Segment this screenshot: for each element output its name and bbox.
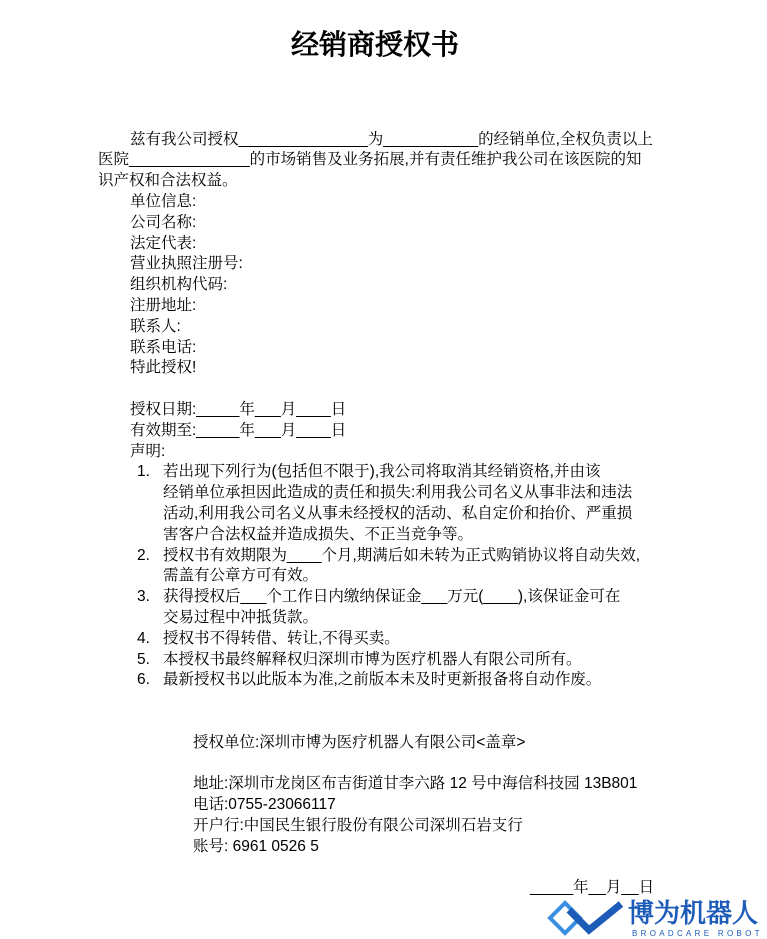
spacer — [0, 379, 767, 400]
document-title: 经销商授权书 — [290, 29, 459, 60]
statement-item — [0, 462, 767, 545]
statement-number: 2. — [137, 546, 150, 564]
intro-line: 兹有我公司授权_______________为___________的经销单位,全权负责以上 — [130, 130, 653, 148]
intro-line: 医院______________的市场销售及业务拓展,并有责任维护我公司在该医院的知 — [98, 151, 642, 169]
closing-line: 特此授权! — [130, 359, 197, 377]
statement-heading: 声明: — [130, 442, 166, 460]
signature-date: _____年__月__日 — [530, 879, 655, 897]
intro-line: 识产权和合法权益。 — [98, 172, 238, 190]
statement-item — [0, 650, 767, 671]
logo-name-en: BROADCARE ROBOT — [632, 929, 763, 938]
issuer-unit: 授权单位:深圳市博为医疗机器人有限公司<盖章> — [193, 733, 526, 751]
statement-number: 1. — [137, 463, 150, 481]
statement-text-line: 本授权书最终解释权归深圳市博为医疗机器人有限公司所有。 — [163, 650, 582, 668]
info-field-contact: 联系人: — [130, 317, 181, 335]
company-logo — [546, 898, 765, 939]
info-field-registered-address: 注册地址: — [130, 296, 197, 314]
statement-text-line: 交易过程中冲抵货款。 — [163, 608, 319, 626]
statement-number: 4. — [137, 629, 150, 647]
valid-until-date: 有效期至:_____年___月____日 — [130, 421, 347, 439]
issuer-address: 地址:深圳市龙岗区布吉街道甘李六路 12 号中海信科技园 13B801 — [193, 775, 638, 793]
statement-text-line: 经销单位承担因此造成的责任和损失:利用我公司名义从事非法和违法 — [163, 484, 633, 502]
info-field-org-code: 组织机构代码: — [130, 276, 228, 294]
statement-item — [0, 670, 767, 691]
logo-name-cn: 博为机器人 — [628, 898, 759, 928]
statement-text-line: 最新授权书以此版本为准,之前版本未及时更新报备将自动作废。 — [163, 671, 602, 689]
spacer — [0, 754, 767, 775]
spacer — [0, 712, 767, 733]
statement-item — [0, 587, 767, 629]
statement-number: 3. — [137, 588, 150, 606]
document-body — [0, 130, 767, 899]
statement-item — [0, 546, 767, 588]
authorization-date: 授权日期:_____年___月____日 — [130, 400, 347, 418]
info-field-license-number: 营业执照注册号: — [130, 255, 243, 273]
logo-mark-icon — [547, 899, 625, 937]
statement-text-line: 需盖有公章方可有效。 — [163, 567, 319, 585]
statement-item — [0, 629, 767, 650]
issuer-bank: 开户行:中国民生银行股份有限公司深圳石岩支行 — [193, 816, 523, 834]
info-field-unit-info: 单位信息: — [130, 192, 197, 210]
issuer-account: 账号: 6961 0526 5 — [193, 837, 319, 855]
statement-text-line: 获得授权后___个工作日内缴纳保证金___万元(____),该保证金可在 — [163, 588, 621, 606]
statement-text-line: 授权书不得转借、转让,不得买卖。 — [163, 629, 400, 647]
issuer-block — [0, 733, 767, 858]
statement-number: 6. — [137, 671, 150, 689]
statement-text-line: 活动,利用我公司名义从事未经授权的活动、私自定价和抬价、严重损 — [163, 504, 633, 522]
statement-number: 5. — [137, 650, 150, 668]
statement-text-line: 害客户合法权益并造成损失、不正当竞争等。 — [163, 525, 474, 543]
statement-text-line: 授权书有效期限为____个月,期满后如未转为正式购销协议将自动失效, — [163, 546, 641, 564]
statement-list — [0, 462, 767, 691]
intro-paragraph — [0, 130, 767, 192]
issuer-phone: 电话:0755-23066117 — [193, 796, 336, 814]
spacer — [0, 857, 767, 878]
info-field-list — [0, 192, 767, 358]
info-field-legal-rep: 法定代表: — [130, 234, 197, 252]
statement-text-line: 若出现下列行为(包括但不限于),我公司将取消其经销资格,并由该 — [163, 463, 601, 481]
spacer — [0, 691, 767, 712]
info-field-company-name: 公司名称: — [130, 213, 197, 231]
info-field-contact-phone: 联系电话: — [130, 338, 197, 356]
